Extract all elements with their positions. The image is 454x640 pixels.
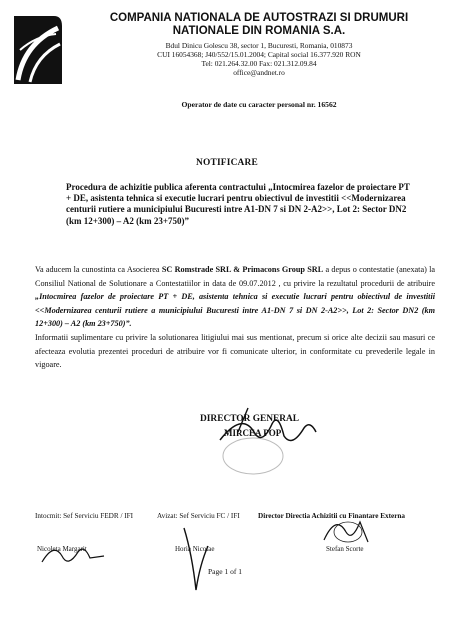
company-name xyxy=(70,12,448,38)
directorate-name: Stefan Scorte xyxy=(326,545,364,553)
director-directorate-label: Director Directia Achizitii cu Finantare Externa xyxy=(258,512,405,520)
director-title: DIRECTOR GENERAL xyxy=(200,414,300,424)
director-signature xyxy=(212,402,322,452)
body-paragraph-1 xyxy=(35,263,435,331)
prepared-by-signature xyxy=(38,538,108,572)
company-registry: CUI 16054368; J40/552/15.01.2004; Capital social 16.377.920 RON xyxy=(157,50,361,59)
document-title: NOTIFICARE xyxy=(196,158,258,168)
approved-by-signature xyxy=(178,524,218,596)
company-address: Bdul Dinicu Golescu 38, sector 1, Bucuresti, Romania, 010873 xyxy=(165,41,353,50)
document-subject: Procedura de achizitie publica aferenta contractului „Intocmirea fazelor de proiectare PT + DE, asistenta tehnica si executie lucrari pentru obiectivul de investitii <<Modernizarea centurii rutiere a municipiului Bucuresti intre A1-DN 7 si DN 2-A2>>, Lot 2: Sector DN2 (km 12+300) – A2 (km 23+750)” xyxy=(66,182,410,226)
contestant-company: SC Romstrade SRL & Primacons Group SRL xyxy=(161,265,324,274)
prepared-by-name: Nicoleta Margarit xyxy=(37,545,87,553)
body-paragraph-2: Informatii suplimentare cu privire la solutionarea litigiului mai sus mentionat, precum si orice alte decizii sau masuri ce afecteaza evolutia prezentei proceduri de atribuire vor fi comunicate ulterior, in conformitate cu prevederile legale in vigoare. xyxy=(35,332,435,370)
p1-intro: Va aducem la cunostinta ca Asocierea xyxy=(35,265,162,274)
approved-by-label: Avizat: Sef Serviciu FC / IFI xyxy=(157,512,240,520)
document-body xyxy=(35,263,435,372)
company-name-line2: NATIONALE DIN ROMANIA S.A. xyxy=(172,25,346,37)
director-name: MIRCEA POP xyxy=(224,428,282,438)
data-operator-note: Operator de date cu caracter personal nr. 16562 xyxy=(181,100,337,109)
p1-middle: a depus o contestatie (anexata) la Consiliul National de Solutionare a Contestatiilor in data de 09.07.2012 , cu privire la rezultatul procedurii de atribuire xyxy=(35,265,435,288)
company-name-line1: COMPANIA NATIONALA DE AUTOSTRAZI SI DRUMURI xyxy=(109,12,409,24)
page-number: Page 1 of 1 xyxy=(208,567,242,576)
company-logo xyxy=(10,10,66,90)
prepared-by-label: Intocmit: Sef Serviciu FEDR / IFI xyxy=(35,512,134,520)
company-email: office@andnet.ro xyxy=(233,68,285,77)
company-phone: Tel: 021.264.32.00 Fax: 021.312.09.84 xyxy=(201,59,317,68)
contract-name: „Intocmirea fazelor de proiectare PT + DE, asistenta tehnica si executie lucrari pentru obiectivul de investitii <<Modernizarea centurii rutiere a municipiului Bucuresti intre A1-DN 7 si DN 2-A2>>, Lot 2: Sector DN2 (km 12+300) – A2 (km 23+750)”. xyxy=(35,292,435,329)
approved-by-name: Horia Nicolae xyxy=(175,545,215,553)
directorate-signature xyxy=(318,512,374,548)
